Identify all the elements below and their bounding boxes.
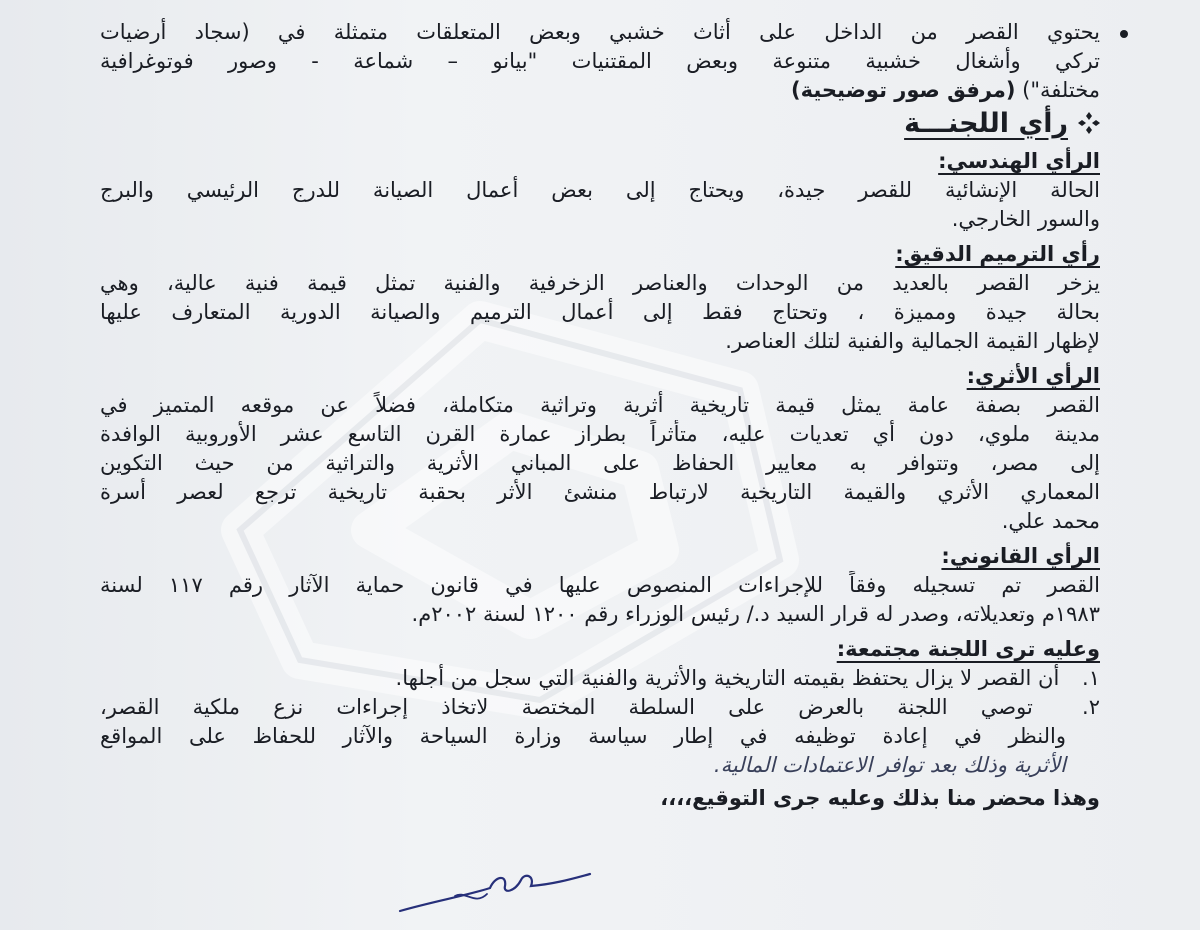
signature-mark — [395, 866, 595, 916]
item-number: ١. — [1082, 666, 1100, 690]
restoration-line: لإظهار القيمة الجمالية والفنية لتلك العناصر. — [725, 329, 1100, 353]
archaeological-line: المعماري الأثري والقيمة التاريخية لارتباط منشئ الأثر بحقبة تاريخية ترجع لعصر أسرة — [100, 480, 1100, 504]
restoration-line: بحالة جيدة ومميزة ، وتحتاج فقط إلى أعمال الترميم والصيانة الدورية المتعارف عليها — [100, 300, 1100, 324]
intro-line: تركي وأشغال خشبية متنوعة وبعض المقتنيات "بيانو – شماعة - وصور فوتوغرافية — [100, 49, 1100, 73]
closing-statement: وهذا محضر منا بذلك وعليه جرى التوقيع،،،، — [660, 786, 1100, 810]
intro-line-text: مختلفة") — [1022, 78, 1100, 102]
legal-line: القصر تم تسجيله وفقاً للإجراءات المنصوص عليها في قانون حماية الآثار رقم ١١٧ لسنة — [100, 573, 1100, 597]
archaeological-line: إلى مصر، وتتوافر به معايير الحفاظ على المباني الأثرية والتراثية من حيث التكوين — [100, 451, 1100, 475]
legal-heading: الرأي القانوني: — [941, 544, 1100, 568]
document-body — [100, 18, 1100, 813]
legal-line: ١٩٨٣م وتعديلاته، وصدر له قرار السيد د./ رئيس الوزراء رقم ١٢٠٠ لسنة ٢٠٠٢م. — [411, 602, 1100, 626]
conclusion-heading: وعليه ترى اللجنة مجتمعة: — [836, 637, 1100, 661]
diamond-bullet-icon — [1078, 112, 1100, 134]
committee-section-heading — [100, 105, 1100, 141]
intro-line-last — [100, 76, 1100, 105]
item-text: توصي اللجنة بالعرض على السلطة المختصة لاتخاذ إجراءات نزع ملكية القصر، — [100, 695, 1033, 719]
item-number: ٢. — [1082, 695, 1100, 719]
restoration-line: يزخر القصر بالعديد من الوحدات والعناصر الزخرفية والفنية تمثل قيمة فنية عالية، وهي — [100, 271, 1100, 295]
photos-note: (مرفق صور توضيحية) — [791, 78, 1016, 102]
intro-bullet — [100, 18, 1100, 105]
committee-title: رأي اللجنـــة — [904, 107, 1068, 139]
item-text: أن القصر لا يزال يحتفظ بقيمته التاريخية والأثرية والفنية التي سجل من أجلها. — [395, 666, 1060, 690]
archaeological-heading: الرأي الأثري: — [966, 364, 1100, 388]
engineering-heading: الرأي الهندسي: — [938, 149, 1100, 173]
archaeological-line: محمد علي. — [1001, 509, 1100, 533]
conclusion-item — [100, 664, 1100, 693]
handwritten-note: الأثرية وذلك بعد توافر الاعتمادات المالية. — [713, 753, 1066, 777]
archaeological-line: القصر بصفة عامة يمثل قيمة تاريخية أثرية وتراثية متكاملة، فضلاً عن موقعه المتميز في — [100, 393, 1100, 417]
archaeological-line: مدينة ملوي، دون أي تعديات عليه، متأثراً بطراز عمارة القرن التاسع عشر الأوروبية الوافدة — [100, 422, 1100, 446]
intro-line: يحتوي القصر من الداخل على أثاث خشبي وبعض المتعلقات متمثلة في (سجاد أرضيات — [100, 20, 1100, 44]
bullet-icon — [1120, 30, 1128, 38]
engineering-line: والسور الخارجي. — [951, 207, 1100, 231]
conclusion-item-line — [100, 664, 1100, 693]
conclusion-item-line — [100, 693, 1100, 722]
conclusion-item-line: والنظر في إعادة توظيفه في إطار سياسة وزارة السياحة والآثار للحفاظ على المواقع — [100, 724, 1066, 748]
conclusion-item — [100, 693, 1100, 780]
engineering-line: الحالة الإنشائية للقصر جيدة، ويحتاج إلى بعض أعمال الصيانة للدرج الرئيسي والبرج — [100, 178, 1100, 202]
restoration-heading: رأي الترميم الدقيق: — [895, 242, 1100, 266]
